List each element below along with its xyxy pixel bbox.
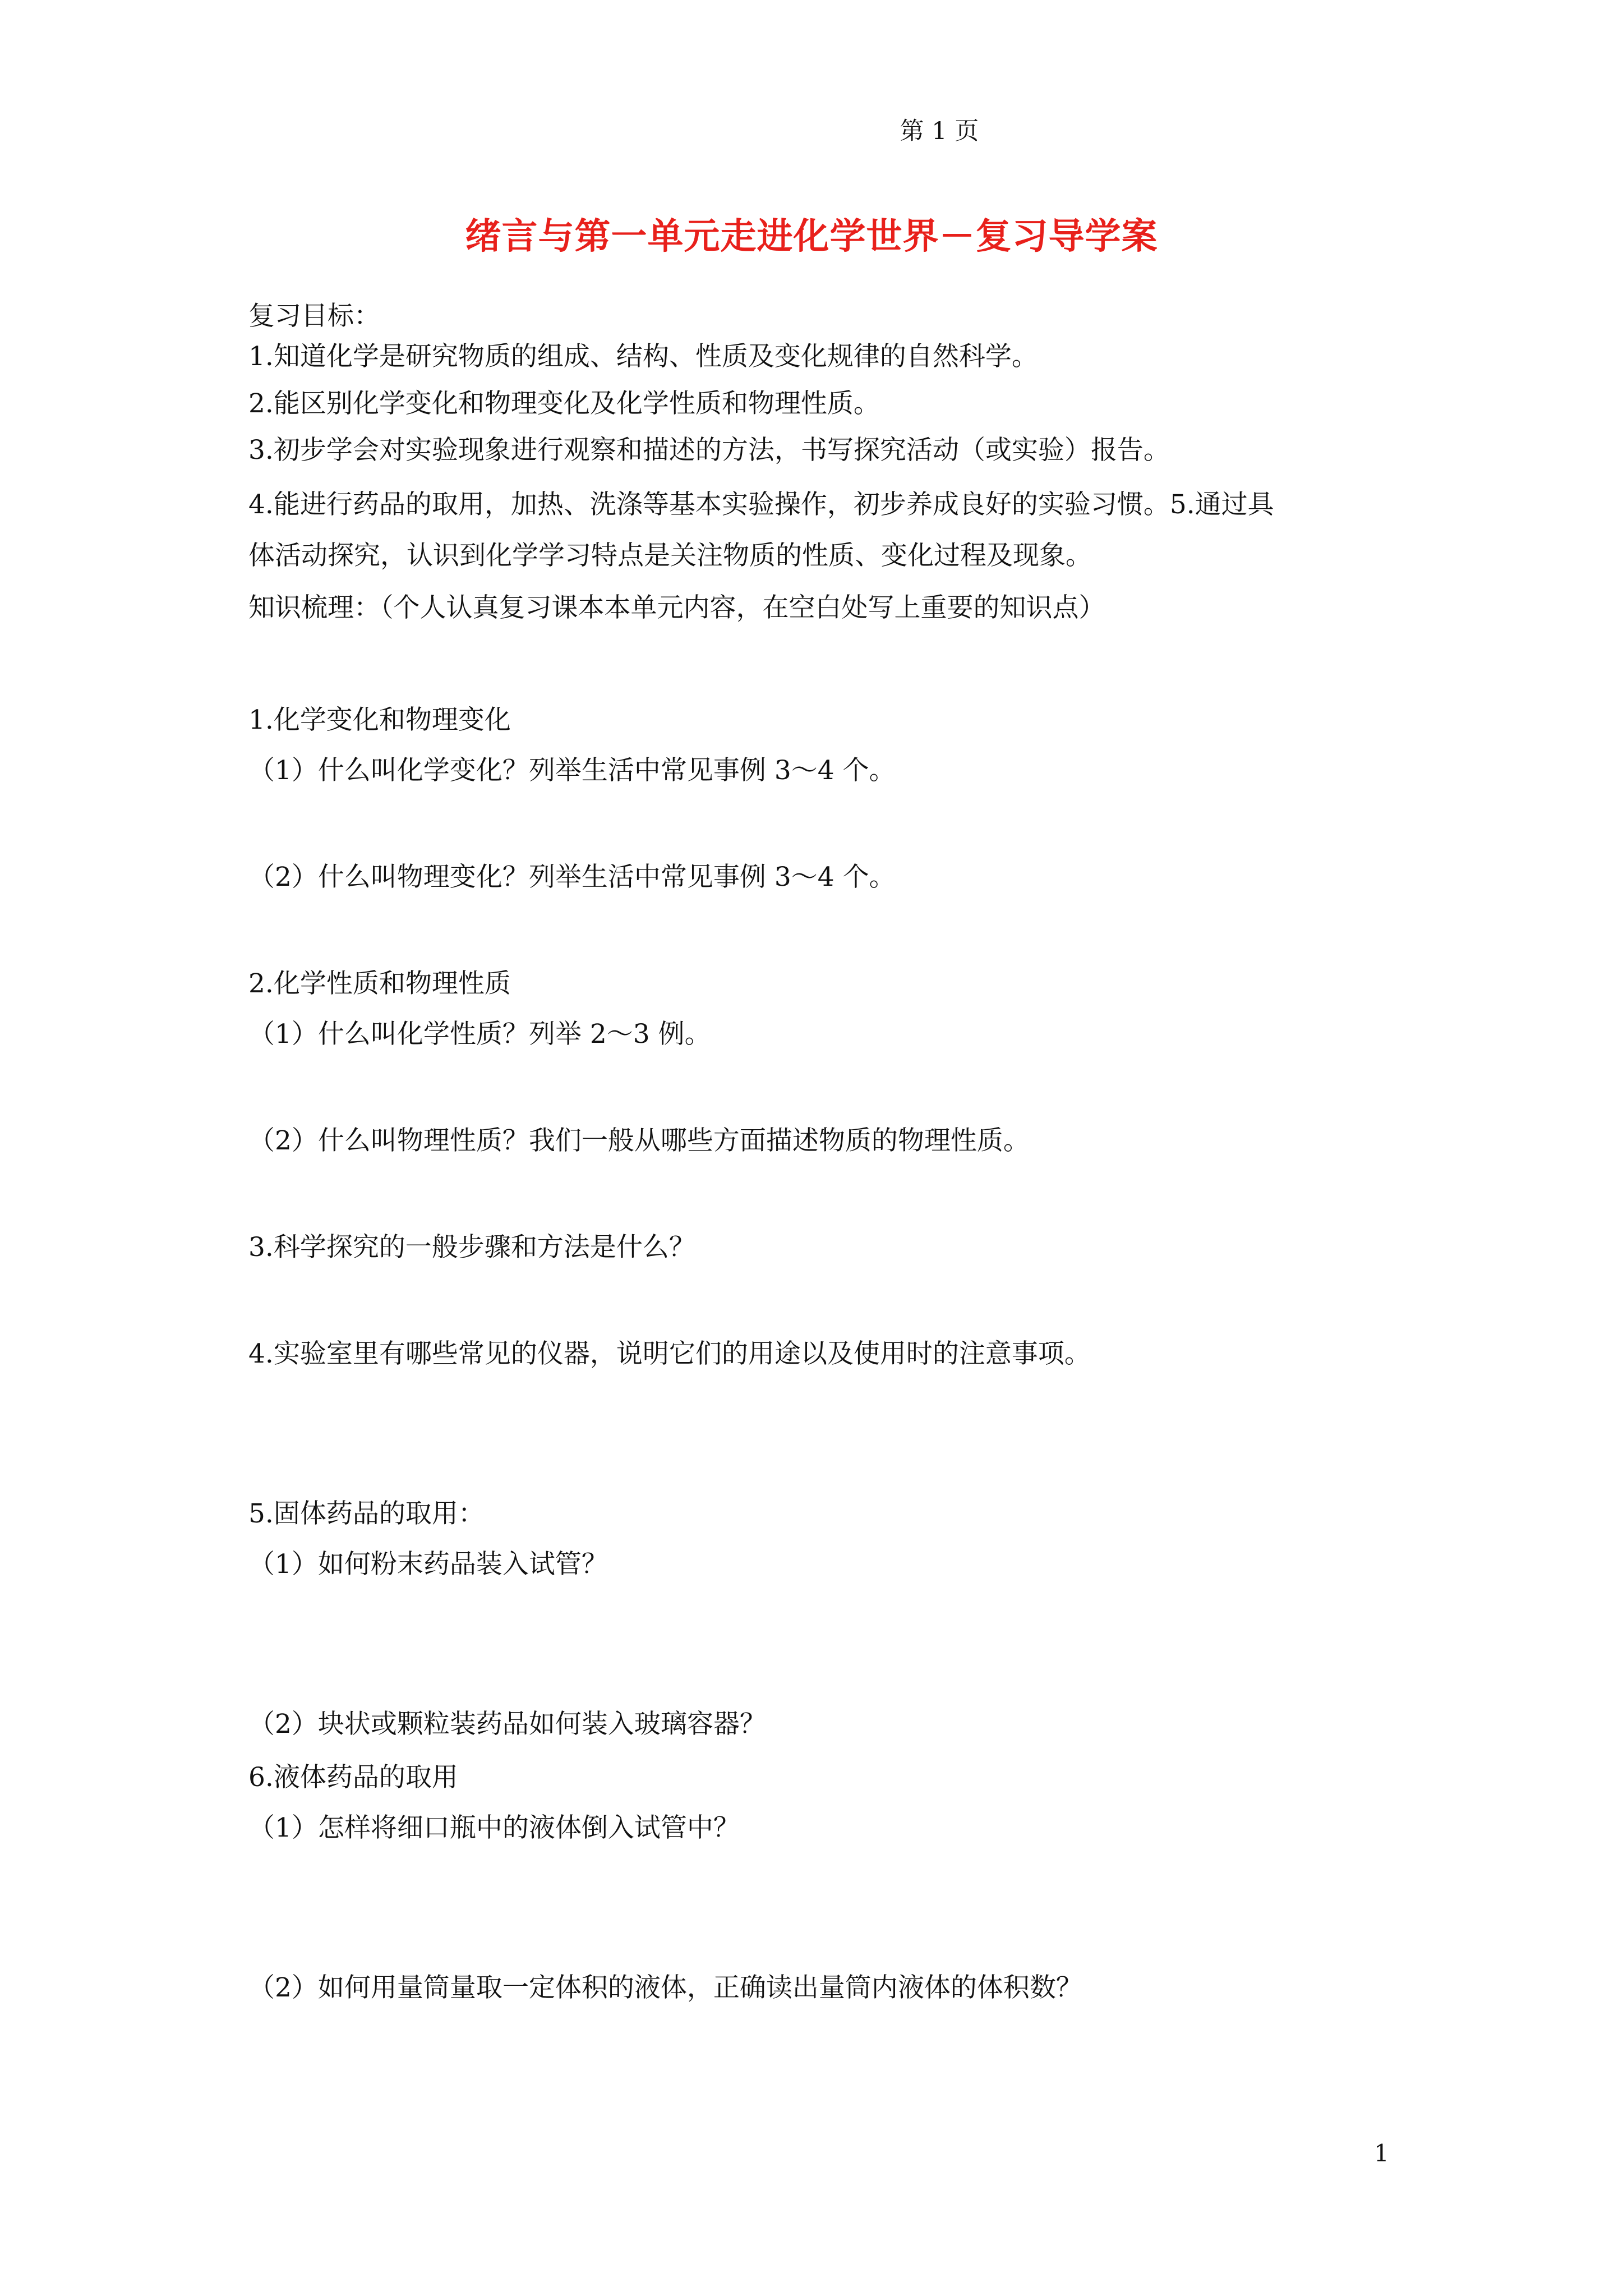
- section-title: 5.固体药品的取用：: [248, 1498, 485, 1529]
- section-title: 1.化学变化和物理变化: [248, 705, 511, 735]
- section-title: 6.液体药品的取用: [248, 1762, 458, 1793]
- goal-item: 1.知道化学是研究物质的组成、结构、性质及变化规律的自然科学。: [248, 341, 1038, 372]
- goal-item: 3.初步学会对实验现象进行观察和描述的方法，书写探究活动（或实验）报告。: [248, 435, 1170, 466]
- page-label: 第 1 页: [900, 117, 979, 145]
- section-title: 3.科学探究的一般步骤和方法是什么？: [248, 1232, 695, 1263]
- goal-item: 体活动探究，认识到化学学习特点是关注物质的性质、变化过程及现象。: [248, 540, 1092, 571]
- question: （1）如何粉末药品装入试管？: [248, 1549, 608, 1580]
- review-goals-heading: 复习目标：: [248, 301, 380, 332]
- question: （1）怎样将细口瓶中的液体倒入试管中？: [248, 1812, 740, 1843]
- question: （2）什么叫物理性质？我们一般从哪些方面描述物质的物理性质。: [248, 1125, 1030, 1156]
- section-title: 4.实验室里有哪些常见的仪器，说明它们的用途以及使用时的注意事项。: [248, 1338, 1091, 1369]
- document-title: 绪言与第一单元走进化学世界－复习导学案: [465, 215, 1158, 257]
- goal-item: 4.能进行药品的取用，加热、洗涤等基本实验操作，初步养成良好的实验习惯。5.通过具: [248, 489, 1274, 520]
- question: （2）块状或颗粒装药品如何装入玻璃容器？: [248, 1709, 766, 1740]
- question: （2）如何用量筒量取一定体积的液体，正确读出量筒内液体的体积数？: [248, 1972, 1082, 2003]
- section-title: 2.化学性质和物理性质: [248, 968, 511, 999]
- question: （1）什么叫化学变化？列举生活中常见事例 3～4 个。: [248, 755, 896, 786]
- knowledge-heading: 知识梳理：（个人认真复习课本本单元内容，在空白处写上重要的知识点）: [248, 592, 1105, 623]
- question: （2）什么叫物理变化？列举生活中常见事例 3～4 个。: [248, 862, 896, 892]
- question: （1）什么叫化学性质？列举 2～3 例。: [248, 1019, 711, 1050]
- page-number: 1: [1374, 2139, 1389, 2167]
- goal-item: 2.能区别化学变化和物理变化及化学性质和物理性质。: [248, 388, 880, 419]
